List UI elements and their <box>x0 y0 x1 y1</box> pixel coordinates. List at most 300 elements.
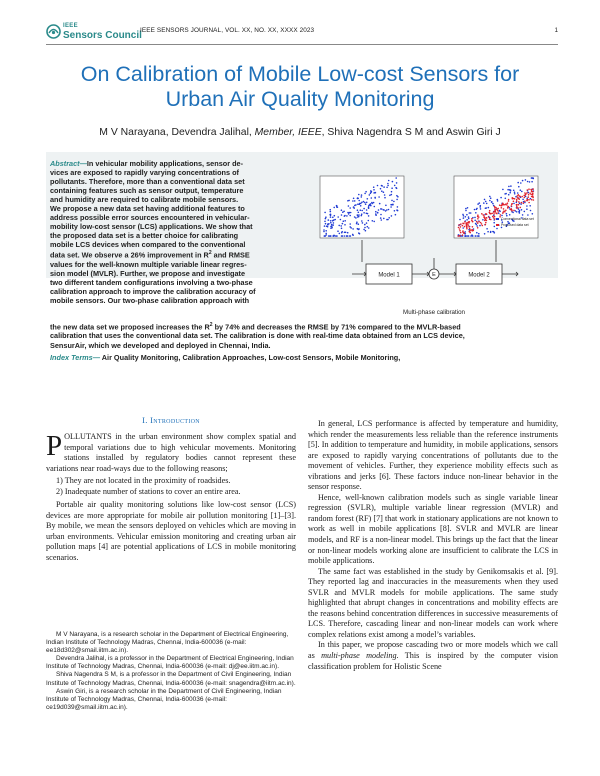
scatter-point <box>532 194 534 196</box>
scatter-point <box>474 217 476 219</box>
scatter-point <box>480 208 482 210</box>
scatter-point <box>391 194 393 196</box>
scatter-point <box>487 231 489 233</box>
scatter-point <box>504 204 506 206</box>
scatter-point <box>353 198 355 200</box>
scatter-point <box>523 195 525 197</box>
scatter-point <box>479 225 481 227</box>
scatter-point <box>330 211 332 213</box>
scatter-point <box>506 213 508 215</box>
scatter-point <box>359 233 361 235</box>
running-header <box>46 22 558 46</box>
scatter-point <box>486 203 488 205</box>
scatter-point <box>518 204 520 206</box>
scatter-point <box>474 220 476 222</box>
model-2-label: Model 2 <box>468 272 490 279</box>
header-rule <box>46 44 558 45</box>
scatter-point <box>529 181 531 183</box>
scatter-point <box>528 199 530 201</box>
scatter-point <box>477 214 479 216</box>
scatter-point <box>350 235 352 237</box>
scatter-point <box>483 217 485 219</box>
scatter-point <box>520 207 522 209</box>
scatter-point <box>394 185 396 187</box>
scatter-point <box>508 199 510 201</box>
scatter-point <box>330 220 332 222</box>
scatter-point <box>504 193 506 195</box>
scatter-point <box>336 235 338 237</box>
scatter-point <box>512 198 514 200</box>
paragraph: Portable air quality monitoring solutions like low-cost sensor (LCS) devices are more appropriate for mobile air pollution monitoring [1]–[3]. By mobile, we mean the sensors deployed on vehicles which are moving in urban environments. Vehicular emission monitoring and creating urban air pollution maps [4] are potential applications of LCS in mobile monitoring scenarios. <box>46 500 296 563</box>
scatter-point <box>391 187 393 189</box>
right-column <box>308 419 558 672</box>
scatter-point <box>531 189 533 191</box>
scatter-point <box>519 203 521 205</box>
section-heading <box>46 415 296 425</box>
scatter-point <box>472 230 474 232</box>
scatter-point <box>368 227 370 229</box>
scatter-point <box>462 223 464 225</box>
scatter-point <box>494 232 496 234</box>
section-number: I. <box>142 415 151 425</box>
scatter-point <box>325 223 327 225</box>
scatter-point <box>361 213 363 215</box>
author-footnotes <box>46 631 296 712</box>
scatter-point <box>397 206 399 208</box>
scatter-point <box>521 202 523 204</box>
scatter-point <box>513 190 515 192</box>
scatter-point <box>527 181 529 183</box>
scatter-point <box>340 225 342 227</box>
paragraph: The same fact was established in the study by Genikomsakis et al. [9]. They reported lag and inaccuracies in the measurements when they used SVLR and MVLR models for mobile applications. The same study highlighted that abrupt changes in concentrations and mobility effects are the reasons behind concentration differences in successive measurements of LCS. Therefore, cascading linear and non-linear models can work where complex relations exist among a model’s variables. <box>308 566 558 639</box>
scatter-point <box>497 211 499 213</box>
scatter-point <box>347 212 349 214</box>
scatter-point <box>520 189 522 191</box>
scatter-point <box>339 233 341 235</box>
scatter-point <box>326 225 328 227</box>
authors-text: , Shiva Nagendra S M and Aswin Giri J <box>321 127 501 138</box>
abstract-line: the proposed data set is a better choice for calibrating <box>50 231 239 241</box>
scatter-point <box>518 195 520 197</box>
scatter-point <box>489 210 491 212</box>
scatter-point <box>463 215 465 217</box>
scatter-point <box>458 227 460 229</box>
footnote: Aswin Giri, is a research scholar in the Department of Civil Engineering, Indian Institute of Technology Madras, Chennai, India-600036 (e-mail: ce19d039@smail.iitm.ac.in). <box>46 687 282 711</box>
scatter-point <box>468 224 470 226</box>
scatter-point <box>373 221 375 223</box>
scatter-point <box>463 217 465 219</box>
scatter-point <box>388 209 390 211</box>
abstract-line: two different tandem configurations involving a two-phase <box>50 278 253 288</box>
scatter-point <box>381 219 383 221</box>
scatter-point <box>496 228 498 230</box>
scatter-point <box>367 198 369 200</box>
scatter-point <box>486 207 488 209</box>
abstract-line: Abstract—In vehicular mobility applications, sensor de- <box>50 159 244 168</box>
scatter-point <box>482 214 484 216</box>
scatter-point <box>352 200 354 202</box>
scatter-point <box>336 205 338 207</box>
scatter-point <box>465 210 467 212</box>
scatter-point <box>470 235 472 237</box>
scatter-point <box>365 191 367 193</box>
scatter-point <box>514 198 516 200</box>
scatter-point <box>385 210 387 212</box>
abstract-line: pollutants. Therefore, more than a conventional data set <box>50 177 245 187</box>
scatter-point <box>468 218 470 220</box>
scatter-point <box>489 212 491 214</box>
scatter-point <box>331 224 333 226</box>
graphical-abstract-figure <box>308 170 554 318</box>
scatter-point <box>513 201 515 203</box>
scatter-point <box>381 185 383 187</box>
scatter-point <box>329 209 331 211</box>
scatter-point <box>392 204 394 206</box>
abstract-text <box>50 159 300 305</box>
scatter-point <box>353 206 355 208</box>
abstract-continued <box>50 321 555 350</box>
scatter-point <box>457 235 459 237</box>
scatter-point <box>530 194 532 196</box>
scatter-point <box>513 203 515 205</box>
scatter-point <box>519 210 521 212</box>
scatter-point <box>358 228 360 230</box>
scatter-point <box>514 191 516 193</box>
paragraph: POLLUTANTS in the urban environment show complex spatial and temporal variations due to high vehicular movements. Monitoring stations installed by regulatory bodies cannot represent these variations near road-ways due to the following reasons; <box>46 430 296 473</box>
scatter-point <box>464 235 466 237</box>
scatter-point <box>332 224 334 226</box>
scatter-point <box>484 233 486 235</box>
scatter-point <box>358 212 360 214</box>
footnote: Shiva Nagendra S M, is a professor in the Department of Civil Engineering, Indian Institute of Technology Madras, Chennai, India-600036 (e-mail: snagendra@iitm.ac.in). <box>46 671 296 687</box>
scatter-point <box>377 185 379 187</box>
scatter-point <box>387 185 389 187</box>
scatter-point <box>357 198 359 200</box>
scatter-point <box>485 224 487 226</box>
scatter-point <box>368 215 370 217</box>
scatter-point <box>485 222 487 224</box>
scatter-point <box>529 205 531 207</box>
scatter-point <box>526 208 528 210</box>
scatter-point <box>364 224 366 226</box>
abstract-line: mobile sensors. Our two-phase calibration approach with <box>50 296 250 306</box>
scatter-point <box>494 218 496 220</box>
scatter-point <box>368 220 370 222</box>
scatter-point <box>532 191 534 193</box>
scatter-point <box>476 225 478 227</box>
scatter-point <box>477 227 479 229</box>
journal-name: IEEE SENSORS JOURNAL, VOL. XX, NO. XX, XXXX 2023 <box>140 27 315 34</box>
scatter-point <box>386 219 388 221</box>
scatter-point <box>524 197 526 199</box>
scatter-point <box>349 223 351 225</box>
scatter-point <box>477 235 479 237</box>
scatter-point <box>365 203 367 205</box>
scatter-point <box>517 192 519 194</box>
scatter-point <box>495 211 497 213</box>
scatter-point <box>489 218 491 220</box>
abstract-line: vices are exposed to rapidly varying concentrations of <box>50 168 239 178</box>
scatter-point <box>531 177 533 179</box>
scatter-point <box>367 213 369 215</box>
paper-title <box>40 62 560 112</box>
scatter-point <box>354 200 356 202</box>
scatter-point <box>370 193 372 195</box>
scatter-point <box>523 201 525 203</box>
scatter-point <box>362 222 364 224</box>
authors-text: M V Narayana, Devendra Jalihal, <box>99 127 255 138</box>
scatter-point <box>459 219 461 221</box>
scatter-point <box>489 200 491 202</box>
scatter-point <box>367 226 369 228</box>
scatter-point <box>342 235 344 237</box>
scatter-point <box>348 200 350 202</box>
scatter-point <box>459 230 461 232</box>
scatter-point <box>476 208 478 210</box>
scatter-point <box>347 235 349 237</box>
scatter-point <box>343 220 345 222</box>
scatter-point <box>516 199 518 201</box>
scatter-point <box>464 226 466 228</box>
scatter-point <box>459 235 461 237</box>
scatter-point <box>357 216 359 218</box>
index-terms-label: Index Terms— <box>50 353 101 362</box>
figure-caption: Multi-phase calibration <box>403 309 465 316</box>
abstract-label: Abstract— <box>50 159 87 168</box>
scatter-point <box>464 221 466 223</box>
scatter-point <box>528 188 530 190</box>
scatter-point <box>518 201 520 203</box>
scatter-point <box>469 228 471 230</box>
scatter-point <box>337 216 339 218</box>
scatter-point <box>349 226 351 228</box>
scatter-point <box>361 215 363 217</box>
scatter-point <box>372 220 374 222</box>
scatter-point <box>475 212 477 214</box>
scatter-point <box>531 199 533 201</box>
scatter-point <box>392 181 394 183</box>
scatter-point <box>483 202 485 204</box>
scatter-point <box>516 204 518 206</box>
scatter-point <box>358 200 360 202</box>
scatter-point <box>507 189 509 191</box>
scatter-point <box>348 205 350 207</box>
scatter-point <box>532 188 534 190</box>
scatter-point <box>341 209 343 211</box>
abstract-line: calibration that uses the conventional data set. The calibration is done with real-time data obtained from an LCS device, <box>50 331 465 341</box>
scatter-point <box>478 233 480 235</box>
scatter-point <box>497 199 499 201</box>
scatter-point <box>374 206 376 208</box>
scatter-point <box>333 235 335 237</box>
scatter-point <box>491 201 493 203</box>
scatter-point <box>366 222 368 224</box>
scatter-point <box>354 216 356 218</box>
scatter-point <box>469 212 471 214</box>
scatter-point <box>344 232 346 234</box>
scatter-point <box>501 207 503 209</box>
list-item: 1) They are not located in the proximity of roadsides. <box>56 476 231 486</box>
scatter-point <box>470 212 472 214</box>
index-terms <box>50 353 555 362</box>
scatter-point <box>391 200 393 202</box>
scatter-point <box>476 221 478 223</box>
scatter-point <box>396 195 398 197</box>
scatter-point <box>517 195 519 197</box>
scatter-point <box>384 194 386 196</box>
scatter-point <box>516 207 518 209</box>
scatter-point <box>460 232 462 234</box>
scatter-point <box>352 228 354 230</box>
scatter-point <box>490 197 492 199</box>
scatter-point <box>338 225 340 227</box>
scatter-point <box>391 191 393 193</box>
scatter-point <box>380 214 382 216</box>
scatter-point <box>489 196 491 198</box>
scatter-point <box>485 201 487 203</box>
scatter-point <box>527 214 529 216</box>
scatter-point <box>486 213 488 215</box>
scatter-point <box>493 213 495 215</box>
scatter-point <box>475 235 477 237</box>
scatter-point <box>462 234 464 236</box>
scatter-point <box>349 212 351 214</box>
scatter-point <box>352 234 354 236</box>
scatter-point <box>508 200 510 202</box>
member-tag: Member, IEEE <box>254 127 322 138</box>
abstract-line: sion model (MVLR). Further, we propose and investigate <box>50 268 246 278</box>
scatter-point <box>342 223 344 225</box>
scatter-point <box>325 233 327 235</box>
scatter-point <box>503 210 505 212</box>
scatter-point <box>466 219 468 221</box>
scatter-point <box>363 201 365 203</box>
drop-cap: P <box>46 430 63 462</box>
scatter-point <box>502 212 504 214</box>
scatter-point <box>465 216 467 218</box>
scatter-point <box>324 212 326 214</box>
scatter-point <box>508 206 510 208</box>
scatter-point <box>465 208 467 210</box>
scatter-point <box>515 210 517 212</box>
scatter-point <box>482 219 484 221</box>
scatter-point <box>522 214 524 216</box>
scatter-point <box>521 196 523 198</box>
scatter-point <box>340 219 342 221</box>
scatter-point <box>344 224 346 226</box>
logo-ieee-text: IEEE <box>63 23 78 29</box>
paragraph: In this paper, we propose cascading two or more models which we call as multi-phase modeling. This is inspired by the computer vision classification problem for Holistic Scene <box>308 640 558 671</box>
scatter-point <box>357 214 359 216</box>
scatter-point <box>378 196 380 198</box>
scatter-point <box>369 194 371 196</box>
scatter-point <box>395 177 397 179</box>
scatter-point <box>479 202 481 204</box>
scatter-point <box>521 209 523 211</box>
scatter-point <box>365 230 367 232</box>
abstract-line: values for the well-known multiple variable linear regres- <box>50 259 247 269</box>
section-title: Introduction <box>150 415 200 425</box>
scatter-point <box>530 198 532 200</box>
scatter-point <box>532 213 534 215</box>
scatter-point <box>497 208 499 210</box>
scatter-point <box>388 217 390 219</box>
scatter-point <box>522 180 524 182</box>
scatter-point <box>363 212 365 214</box>
scatter-point <box>327 223 329 225</box>
scatter-point <box>518 186 520 188</box>
scatter-point <box>514 193 516 195</box>
scatter-point <box>357 209 359 211</box>
scatter-point <box>477 216 479 218</box>
scatter-point <box>325 218 327 220</box>
scatter-point <box>347 232 349 234</box>
scatter-point <box>459 228 461 230</box>
scatter-point <box>346 215 348 217</box>
scatter-point <box>531 181 533 183</box>
scatter-point <box>332 217 334 219</box>
scatter-point <box>467 207 469 209</box>
scatter-point <box>460 223 462 225</box>
scatter-point <box>396 182 398 184</box>
scatter-point <box>363 208 365 210</box>
scatter-point <box>525 179 527 181</box>
scatter-point <box>387 183 389 185</box>
index-terms-text: Air Quality Monitoring, Calibration Approaches, Low-cost Sensors, Mobile Monitoring, <box>100 353 401 362</box>
scatter-point <box>324 225 326 227</box>
scatter-point <box>466 226 468 228</box>
scatter-point <box>523 203 525 205</box>
scatter-point <box>484 199 486 201</box>
scatter-point <box>470 229 472 231</box>
scatter-point <box>526 199 528 201</box>
model-1-label: Model 1 <box>378 272 400 279</box>
scatter-point <box>462 214 464 216</box>
scatter-point <box>342 211 344 213</box>
scatter-point <box>360 203 362 205</box>
scatter-point <box>520 182 522 184</box>
scatter-point <box>510 185 512 187</box>
scatter-point <box>532 196 534 198</box>
scatter-point <box>468 226 470 228</box>
scatter-point <box>366 209 368 211</box>
scatter-point <box>363 229 365 231</box>
scatter-point <box>328 219 330 221</box>
scatter-point <box>358 214 360 216</box>
scatter-point <box>494 216 496 218</box>
left-column <box>46 432 296 564</box>
scatter-point <box>371 197 373 199</box>
scatter-point <box>468 235 470 237</box>
scatter-point <box>343 211 345 213</box>
scatter-point <box>324 221 326 223</box>
scatter-point <box>330 216 332 218</box>
scatter-point <box>389 195 391 197</box>
scatter-point <box>364 193 366 195</box>
scatter-point <box>524 211 526 213</box>
scatter-point <box>375 192 377 194</box>
scatter-point <box>500 197 502 199</box>
scatter-point <box>509 192 511 194</box>
footnote: Devendra Jalihal, is a professor in the Department of Electrical Engineering, Indian Institute of Technology Madras, Chennai, India-600036 (e-mail: dj@ee.iitm.ac.in). <box>46 655 294 671</box>
scatter-point <box>390 206 392 208</box>
scatter-point <box>491 213 493 215</box>
scatter-point <box>522 199 524 201</box>
legend-label: Proposed data set <box>501 223 529 227</box>
scatter-point <box>530 210 532 212</box>
abstract-line: data set. We observe a 26% improvement in $R^2$ and RMSE <box>50 250 250 260</box>
scatter-point <box>501 215 503 217</box>
